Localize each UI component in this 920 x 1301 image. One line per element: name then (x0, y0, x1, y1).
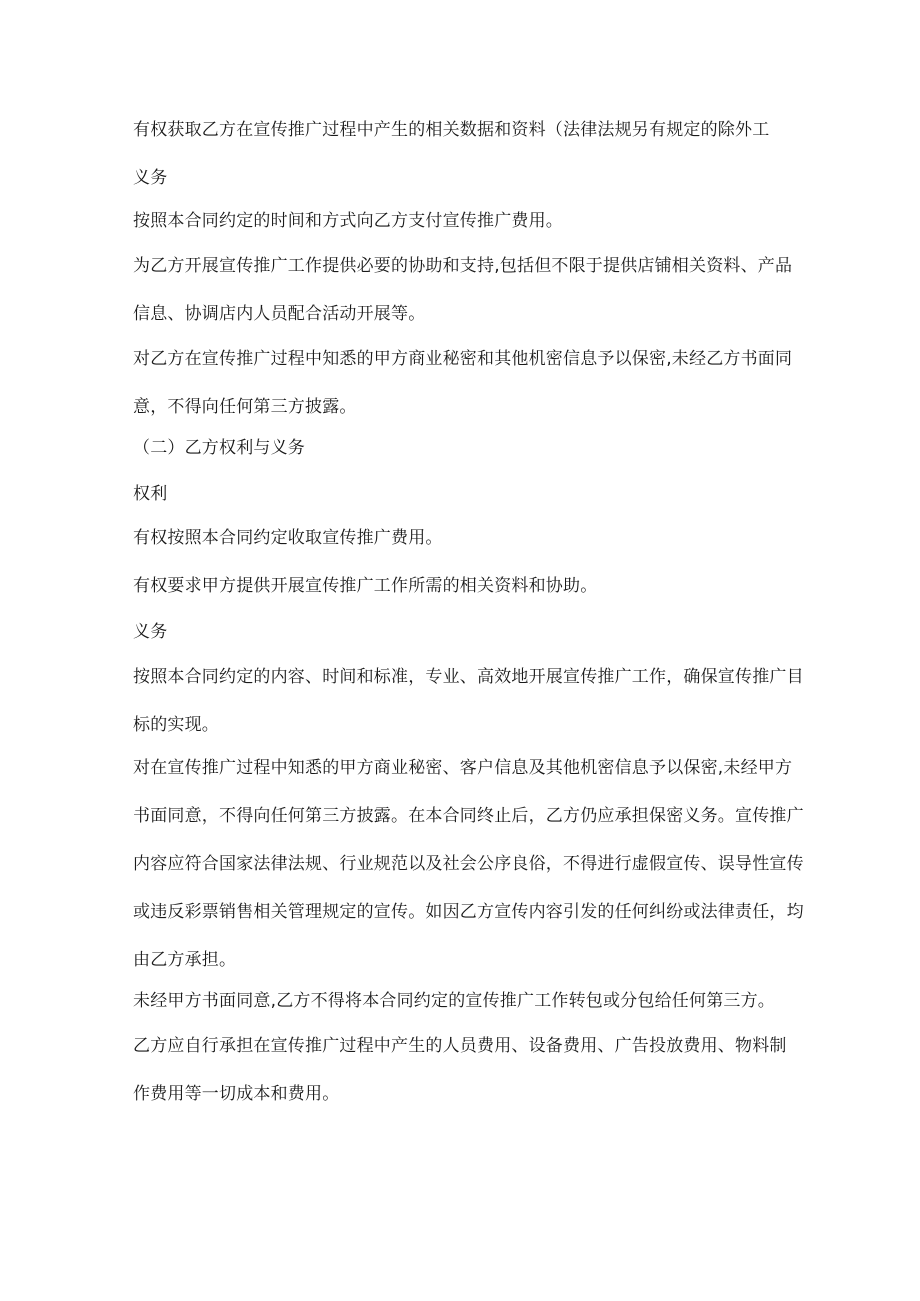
text-line: 未经甲方书面同意,乙方不得将本合同约定的宣传推广工作转包或分包给任何第三方。 (133, 991, 776, 1011)
section-heading-obligations: 义务 (133, 168, 168, 188)
text-line: 按照本合同约定的时间和方式向乙方支付宣传推广费用。 (133, 211, 563, 231)
section-heading-party-b: （二）乙方权利与义务 (133, 438, 305, 458)
text-line: 意，不得向任何第三方披露。 (133, 397, 357, 417)
text-line: 对在宣传推广过程中知悉的甲方商业秘密、客户信息及其他机密信息予以保密,未经甲方 (133, 758, 793, 778)
text-line: 书面同意，不得向任何第三方披露。在本合同终止后，乙方仍应承担保密义务。宣传推广 (133, 806, 804, 826)
section-heading-rights: 权利 (133, 484, 168, 504)
text-line: 有权要求甲方提供开展宣传推广工作所需的相关资料和协助。 (133, 576, 598, 596)
text-line: 对乙方在宣传推广过程中知悉的甲方商业秘密和其他机密信息予以保密,未经乙方书面同 (133, 349, 793, 369)
text-line: 为乙方开展宣传推广工作提供必要的协助和支持,包括但不限于提供店铺相关资料、产品 (133, 256, 793, 276)
section-heading-obligations: 义务 (133, 622, 168, 642)
text-line: 按照本合同约定的内容、时间和标准，专业、高效地开展宣传推广工作，确保宣传推广目 (133, 667, 804, 687)
text-line: 信息、协调店内人员配合活动开展等。 (133, 304, 426, 324)
text-line: 或违反彩票销售相关管理规定的宣传。如因乙方宣传内容引发的任何纠纷或法律责任，均 (133, 902, 804, 922)
document-body (133, 118, 804, 1106)
text-line: 乙方应自行承担在宣传推广过程中产生的人员费用、设备费用、广告投放费用、物料制 (133, 1036, 787, 1056)
text-line: 由乙方承担。 (133, 950, 237, 970)
text-line: 有权按照本合同约定收取宣传推广费用。 (133, 528, 443, 548)
text-line: 作费用等一切成本和费用。 (133, 1084, 340, 1104)
text-line: 内容应符合国家法律法规、行业规范以及社会公序良俗，不得进行虚假宣传、误导性宣传 (133, 854, 804, 874)
text-line: 标的实现。 (133, 715, 219, 735)
text-line: 有权获取乙方在宣传推广过程中产生的相关数据和资料（法律法规另有规定的除外工 (133, 120, 770, 140)
